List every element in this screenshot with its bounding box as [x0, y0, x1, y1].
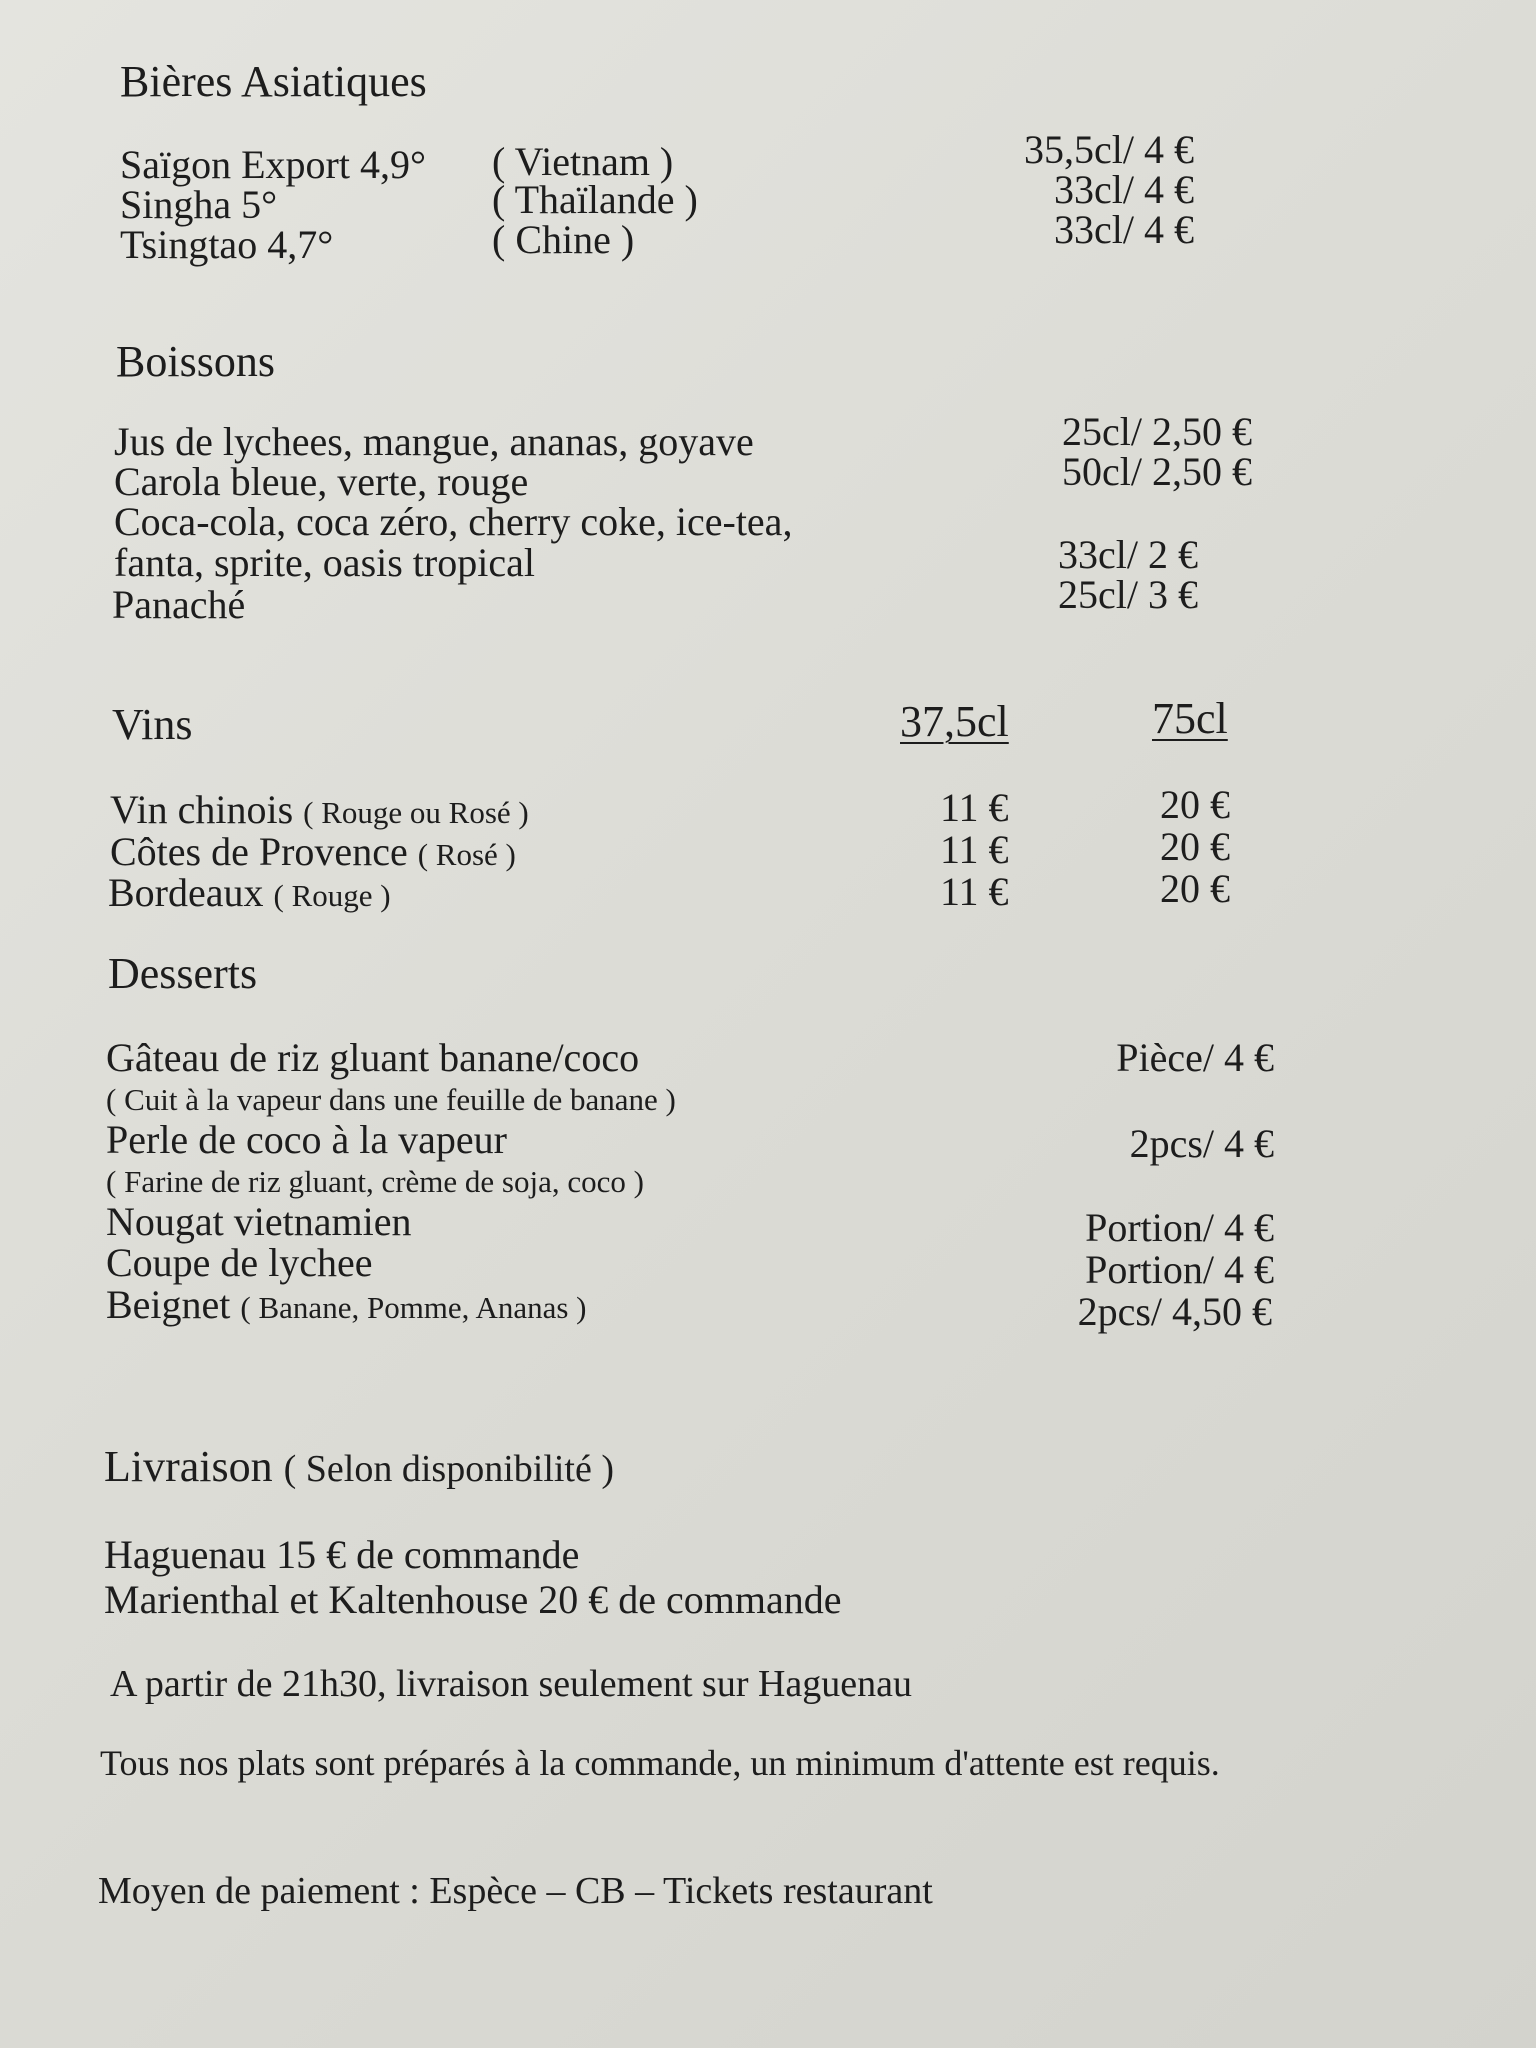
wine-detail: ( Rosé )	[417, 837, 516, 872]
delivery-line: Haguenau 15 € de commande	[104, 1532, 580, 1577]
wine-name: Côtes de Provence	[110, 829, 408, 874]
drink-name: Panaché	[112, 582, 246, 627]
wine-price-75: 20 €	[1160, 782, 1230, 827]
beer-price: 33cl/ 4 €	[1054, 167, 1194, 212]
drink-price: 25cl/ 2,50 €	[1062, 409, 1252, 454]
dessert-name: Nougat vietnamien	[106, 1199, 412, 1244]
wine-price-75: 20 €	[1160, 824, 1230, 869]
beer-origin: ( Vietnam )	[492, 139, 674, 184]
dessert-price: Pièce/ 4 €	[1116, 1035, 1274, 1080]
wine-row	[108, 870, 391, 915]
drink-name: Coca-cola, coca zéro, cherry coke, ice-tea,	[114, 499, 793, 544]
beer-origin: ( Thaïlande )	[492, 177, 698, 222]
dessert-detail: ( Banane, Pomme, Ananas )	[240, 1290, 587, 1325]
beer-name: Saïgon Export 4,9°	[120, 142, 426, 187]
wine-column-header-375: 37,5cl	[900, 697, 1009, 746]
drink-price: 25cl/ 3 €	[1058, 572, 1198, 617]
wine-row	[110, 829, 516, 874]
dessert-row	[106, 1282, 587, 1327]
dessert-price: 2pcs/ 4 €	[1129, 1121, 1274, 1166]
wine-detail: ( Rouge ou Rosé )	[303, 795, 529, 830]
wine-price-375: 11 €	[940, 827, 1009, 872]
drink-name: Jus de lychees, mangue, ananas, goyave	[114, 419, 754, 464]
delivery-line: Marienthal et Kaltenhouse 20 € de commande	[104, 1577, 842, 1622]
livraison-title-detail: ( Selon disponibilité )	[283, 1448, 615, 1490]
wine-price-375: 11 €	[940, 785, 1009, 830]
dessert-price: Portion/ 4 €	[1085, 1205, 1274, 1250]
wine-name: Bordeaux	[108, 870, 264, 915]
beer-price: 33cl/ 4 €	[1054, 207, 1194, 252]
section-title-bieres: Bières Asiatiques	[120, 57, 427, 106]
wine-detail: ( Rouge )	[273, 878, 391, 913]
drink-price: 50cl/ 2,50 €	[1062, 449, 1252, 494]
dessert-name: Perle de coco à la vapeur	[106, 1117, 507, 1162]
beer-name: Singha 5°	[120, 182, 278, 227]
payment-methods: Moyen de paiement : Espèce – CB – Tickets restaurant	[98, 1870, 933, 1912]
livraison-title: Livraison	[104, 1442, 273, 1491]
beer-name: Tsingtao 4,7°	[120, 222, 334, 267]
dessert-sub: ( Cuit à la vapeur dans une feuille de banane )	[106, 1082, 676, 1117]
section-title-vins: Vins	[112, 700, 193, 749]
dessert-price: 2pcs/ 4,50 €	[1077, 1289, 1272, 1334]
beer-origin: ( Chine )	[492, 217, 635, 262]
delivery-note: A partir de 21h30, livraison seulement sur Haguenau	[110, 1663, 913, 1705]
section-title-livraison	[104, 1442, 615, 1491]
wine-column-header-75: 75cl	[1152, 694, 1228, 743]
preparation-note: Tous nos plats sont préparés à la commande, un minimum d'attente est requis.	[100, 1743, 1220, 1783]
section-title-desserts: Desserts	[108, 949, 258, 998]
dessert-name: Coupe de lychee	[106, 1240, 373, 1285]
dessert-sub: ( Farine de riz gluant, crème de soja, coco )	[106, 1164, 644, 1199]
beer-price: 35,5cl/ 4 €	[1024, 127, 1194, 172]
wine-price-375: 11 €	[940, 869, 1009, 914]
drink-name: fanta, sprite, oasis tropical	[114, 540, 535, 585]
drink-name: Carola bleue, verte, rouge	[114, 459, 529, 504]
drink-price: 33cl/ 2 €	[1058, 532, 1198, 577]
wine-price-75: 20 €	[1160, 866, 1230, 911]
wine-name: Vin chinois	[110, 787, 294, 832]
section-title-boissons: Boissons	[116, 337, 275, 386]
dessert-name: Beignet	[106, 1282, 231, 1327]
wine-row	[110, 787, 529, 832]
dessert-price: Portion/ 4 €	[1085, 1247, 1274, 1292]
dessert-name: Gâteau de riz gluant banane/coco	[106, 1035, 640, 1080]
